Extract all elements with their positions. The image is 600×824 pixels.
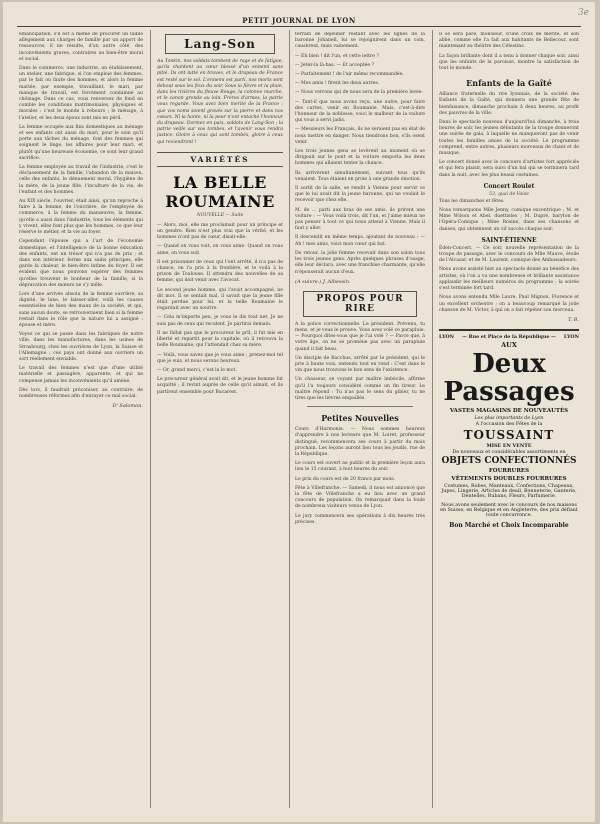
ad-toussaint: TOUSSAINT — [463, 427, 555, 442]
story-paragraph: terrain de déjeuner restant avec les lignes de la baronne Johanell, lui se rejoignirent dans un coin, causèrent, mais vainement. — [295, 32, 425, 50]
story-paragraph: — Parfaitement ! de l'air même recommandée. — [295, 72, 404, 78]
news-paragraph: Cours d'Harmonie. — Nous sommes heureux d'apprendre à nos lecteurs que M. Loiret, professeur distingué, recommencera ses cours à partir du mois prochain. Les leçons auront lieu tous les jeudis, rue de la République. — [295, 427, 425, 457]
article-paragraph: Dès lors, il faudrait préconiser, au contraire, de nombreuses réformes afin d'enrayer ce mal social. — [19, 387, 143, 399]
article-paragraph: Lors d'une arrivée absolu de la femme ouvrière, sa dignité, le luxe, le laisser-aller, voilà les causes essentielles de bien des maux de la société, et qui, sans aucun doute, se retrouveraient bien si la femme restait dans le rôle que la nature lui a assigné : épouse et mère. — [19, 291, 143, 328]
article-paragraph: La femme occupée aux fins domestiques au ménage et ses enfants ont aussi du mari, pour le soin qu'il porte aux tâches du ménage, font des femmes qui soignent le linge, les affaires pour leur mari, et plutôt qu'une heureuse économie, ce sont leur grand sacrifice. — [19, 124, 143, 161]
article-paragraph: Dans le commerce, une industrie, un établissement, un atelier, une fabrique, si l'on emploie des femmes, par le fait ou faute des hommes, et alors la femme mariée, par exemple, travaillant, le mari, par manque de travail, est forcément condamné au chômage. Dans ce cas, vous renversez de fond en comble les conditions matrimoniales, physiques et morales : c'est le monde à rebours ; le ménage, à l'atelier, et les deux époux sont mis en péril. — [19, 66, 143, 121]
column-divider-2 — [289, 30, 290, 808]
joke-paragraph: Un disciple de Bacchus, arrêté par le président, qui le prie à haute voix, entendu tout en rond : C'est dans le vin que nous trouvons le bon sens de l'existence. — [295, 355, 425, 374]
column-2 — [157, 32, 283, 399]
article-paragraph: Cependant l'épouse qui a l'art de l'économie domestique, et l'intelligence de la bonne éducation des enfants, ont un trésor qui n'a pas de prix ; et dans son intérieur, ferme aux sains principes, elle garde la chaleur, le bien-être intime du foyer. Il est évident que nous pouvons espérer des femmes qu'elles trouvent le bonheur de la famille, si la dépravation des mœurs ne s'y mêle. — [19, 239, 143, 288]
ad-brand-name: Deux Passages — [443, 348, 575, 407]
concert-roulet-address: 53, quai de Vaise — [489, 191, 529, 197]
newspaper-page — [3, 2, 595, 822]
ad-location-line — [439, 334, 579, 340]
ad-line: De nouveaux et considérables assortiments en — [452, 449, 566, 455]
article-signature: D' Salomon. — [112, 403, 143, 410]
ad-street: — Rue et Place de la République — — [462, 333, 556, 340]
ad-line: A l'occasion des Fêtes de la — [475, 421, 543, 427]
story-paragraph: De retour, la jolie femme recevait dans son salon tous les trois jeunes gens. Après quelques phrases d'usage, elle leur déclara, avec une franchise charmante, qu'elle n'épouserait aucun d'eux. — [295, 250, 425, 275]
ad-objets: OBJETS CONFECTIONNÉS — [441, 455, 577, 466]
story-signature: (A suivre.) J. Albessin. — [295, 278, 351, 285]
joke-paragraph: Un chasseur, se voyant par maître imbécile, affirme qu'il l'a toujours considéré comme un fin tireur. Le maître répond : Tu n'as pas le sens du gibier, tu ne tires que les lièvres empaillés. — [295, 377, 425, 401]
news-paragraph: Le prix du cours est de 20 francs par mois. — [295, 476, 396, 482]
story-paragraph: Il est prisonnier de ceux qui l'ont arrêté, il n'a pas de chance, on l'a pris à la frontière, et le voilà à la prison de Toulouse. Il attendra des nouvelles de sa femme, qui doit venir avec l'avocat. — [157, 259, 283, 284]
deux-passages-advertisement — [439, 329, 579, 529]
section-signature: T. B. — [567, 316, 579, 323]
masthead-title: PETIT JOURNAL DE LYON — [242, 16, 356, 25]
news-paragraph: Fête à Villefranche. — Samedi, il nous est annoncé que la fête de Villefranche a eu lieu avec un grand concours de population. On remarquait dans la foule de nombreux visiteurs venus de Lyon. — [295, 485, 425, 510]
story-paragraph: — Voilà, vous savez que je vous aime ; prenez-moi tel que je suis, et nous serons heureux. — [157, 352, 283, 364]
ad-city-left: LYON — [439, 333, 455, 340]
ad-line: Costumes, Robes, Manteaux, Confections, Chapeaux, Jupes, Lingerie, Articles de deuil, Bonneterie, Ganterie, Dentelles, Rubans, Fleurs, Parfumerie. — [441, 483, 577, 499]
article-paragraph: Le travail des femmes n'est que d'une utilité matérielle et passagère, apparente, et qui ne compense jamais les inconvénients qu'il amène. — [19, 366, 143, 384]
ad-footer: Bon Marché et Choix Incomparable — [449, 521, 569, 529]
article-paragraph: Tous les dimanches et fêtes. — [439, 198, 505, 204]
ad-aux: AUX — [501, 340, 517, 349]
article-paragraph: Voyez ce qui se passe dans les fabriques de notre ville, dans les manufactures, dans les usines de Strasbourg, chez les ouvrières de Lyon, la Suisse et l'Allemagne ; ces pays ont donné aux ouvriers un sort réellement enviable. — [19, 332, 143, 362]
article-paragraph: La façon brillante dont il a tenu à donner chaque soir, ainsi que les enfants de la paroisse, montre la satisfaction de tout le monde. — [439, 53, 579, 72]
column-1 — [19, 32, 143, 415]
header-rule — [17, 26, 581, 27]
propos-title: PROPOS POUR RIRE — [303, 291, 417, 317]
article-paragraph: émancipation, s'il est à même de procurer un faible allègement aux charges de famille par un apport de ressources, il ne résulte, d'un autre côté, des inconvénients graves, contraires au bien-être moral et social. — [19, 32, 143, 62]
article-paragraph: Éden-Concert. — Ce soir, nouvelle représentation de la troupe de passage, avec le concours de Mlle Mauve, étoile de l'Alcazar, et de M. Laurent, comique des Ambassadeurs. — [439, 245, 579, 264]
varietes-heading: VARIÉTÉS — [157, 152, 283, 167]
ad-fourrures: FOURRURES — [488, 467, 530, 474]
story-paragraph: Il sortit de la salle, se rendit à Vienne pour servir ce que le lui avait dit la jeune baronne, qui ne voulait le recevoir que chez elle. — [295, 186, 425, 204]
story-paragraph: — Tant-il que nous avons reçu, une autre, pour faire des cartes, venir en Roumanie. Mais, c'est-à-dire l'honneur de la noblesse, voici le malheur de la voilure qui vous a servi jadis. — [295, 99, 425, 124]
article-paragraph: Nous avons assisté hier au spectacle donné au bénéfice des artistes, où l'on a vu une nombreuse et brillante assistance applaudir les meilleurs numéros du programme ; la soirée s'est terminée fort tard. — [439, 267, 579, 292]
ad-line: Les plus importants de Lyon — [474, 415, 544, 421]
story-paragraph: Le procureur général avait dit, et le jeune homme fut acquitté ; il revint auprès de celle qu'il aimait, et ils partirent ensemble pour Bucarest. — [157, 377, 283, 395]
joke-paragraph: A la police correctionnelle. Le président. Prévenu, tu mens, et je vous le prouve. Vous avez volé ce parapluie. — Pourquoi dites-vous que je l'ai volé ? — Parce que, à votre âge, on ne se promène pas avec un parapluie quand il fait beau. — [295, 321, 425, 352]
ad-line: VASTES MAGASINS DE NOUVEAUTÉS — [449, 407, 569, 414]
story-paragraph: — Mes amis ! firent les deux autres. — [295, 81, 380, 87]
ad-city-right: LYON — [563, 333, 579, 340]
article-paragraph: Le concert donné avec le concours d'artistes fort appréciés et qui fera plaisir, sera suivi d'un bal qui se terminera tard dans la nuit, avec les plus beaux costumes. — [439, 160, 579, 178]
story-paragraph: — Cela m'importe peu, je vous le dis tout net. Je ne suis pas de ceux qui reculent. Je partirai demain. — [157, 315, 283, 327]
story-paragraph: — Or, grand merci, c'est la le mot. — [157, 367, 237, 373]
poem-text: Au Tonkin, nos soldats tombent de rage et de fatigue, qu'ils chantent au cœur blessé d'un ennemi sans pitié. Ils ont lutté en braves, et le drapeau de France est resté sur le sol. L'ennemi est parti, nos morts sont debout sous les feux du soir. Sous la fièvre et la pluie, dans les rizières du fleuve Rouge, la colonne marche, et le canon gronde au loin. Frères d'armes, la patrie vous regarde. Vous avez bien mérité de la France ; que vos noms soient gravés sur la pierre et dans nos cœurs. Ni la honte, ni la peur n'ont entaché l'honneur du drapeau. Dormez en paix, soldats de Lang-Son ; la patrie veille sur vos tombes, et l'avenir vous rendra justice. Gloire à ceux qui sont tombés, gloire à ceux qui reviendront ! — [157, 59, 283, 145]
article-paragraph: Dans le spectacle nouveau d'aujourd'hui dimanche, à trois heures de soir, les jeunes débutants de la troupe donneront une soirée de gala, à laquelle ne manqueront pas de venir toutes les familles amies de la société. Le programme comprend, entre autres, plusieurs morceaux de chant et de musique. — [439, 120, 579, 157]
story-paragraph: Les trois jeunes gens se levèrent au moment où se dirigeait sur le pont et la voiture emporta les deux hommes qui allaient tenter la chance. — [295, 149, 425, 167]
column-4 — [439, 32, 579, 529]
enfants-gaite-title: Enfants de la Gaîté — [466, 78, 552, 89]
ad-line: Nous avons seulement avec le concours de nos maisons en Suisse, en Belgique et en Angleterre, des prix défiant toute concurrence. — [440, 502, 578, 518]
news-title: Petites Nouvelles — [321, 413, 399, 424]
story-paragraph: Ils arrivèrent simultanément, suivant tous qu'ils venaient. Tous étaient en proie à une grande émotion. — [295, 170, 425, 182]
feuilleton-title: LA BELLE ROUMAINE — [165, 172, 275, 211]
concert-roulet-title: Concert Roulet — [483, 182, 535, 190]
story-paragraph: Il ne fallut pas que le procureur le prît, il fut mis en liberté et repartit pour la capitale, où il retrouva la belle Roumaine, qui l'attendait chez sa mère. — [157, 330, 283, 349]
page-folio: 3e — [577, 8, 589, 18]
poem-title: Lang-Son — [165, 34, 275, 54]
article-paragraph: Nous remarquons Mlle Jenny, comique excentrique ; M. et Mme Wilson et Abel, duettistes ; M. Dupré, baryton de l'Opéra-Comique ; Mme Rosine, dans ses chansons et danses, qui obtiennent un vif succès chaque soir. — [439, 208, 579, 232]
story-paragraph: — Messieurs les Français, ils ne seraient pas en état de nous mettre en danger. Nous tiendrons bon, s'ils osent venir. — [295, 127, 425, 145]
article-paragraph: Au XIX siècle, l'ouvrier, était ainsi, qu'un reproche à faire à la femme, de l'ouvrière, de l'employée de commerce, à la femme du manœuvre, la femme, qu'elle a aussi dans l'industrie, tous les éléments qui y vivent, elles font plus que les hommes, ce que leur réserve le métier, et la vie au foyer. — [19, 199, 143, 236]
column-3 — [295, 32, 425, 529]
article-paragraph: Alliance fraternelle du rire lyonnais, de la société des Enfants de la Gaîté, qui donnera une grande fête de bienfaisance, dimanche prochain à deux heures, au profit des pauvres de la ville. — [439, 92, 579, 116]
column-divider-1 — [150, 30, 151, 808]
article-paragraph: Il se sera paré, monsieur, d'une croix de mérite, et son abbé, comme elle l'a fait aux habitants de Bellecour, sont maintenant au théâtre des Célestins. — [439, 32, 579, 50]
saint-etienne-title: SAINT-ÉTIENNE — [481, 236, 537, 244]
article-paragraph: Nous avons entendu Mlle Laure, Paul Mignon, Florence et un excellent orchestre ; on a beaucoup remarqué la jolie chanson de M. Victor, à qui on a fait répéter son morceau. — [439, 295, 579, 313]
story-paragraph: — Eh bien ! dit l'un, et cette lettre ? — [295, 53, 379, 59]
section-rule — [307, 406, 413, 407]
news-paragraph: Le cours est ouvert au public et la première leçon aura lieu le 15 courant, à huit heures du soir. — [295, 461, 425, 473]
story-paragraph: Il descendit en même temps, ajoutant de nouveau : — Ah ! mes amis, voici mon cœur qui bat. — [295, 235, 425, 247]
article-paragraph: La femme employée au travail de l'industrie, c'est le déclassement de la famille, l'abandon de la maison, celle des enfants, le dénuement moral, l'hygiène de la mère, de la jeune fille, l'inculture de la vie, de l'enfant et des hommes. — [19, 165, 143, 195]
feuilleton-subtitle: NOUVELLE — Suite — [196, 212, 244, 218]
story-paragraph: — Quand on vous voit, on vous aime. Quand on vous aime, on vous suit. — [157, 244, 283, 256]
ad-line: MISE EN VENTE — [486, 442, 532, 449]
ad-vetements: VÊTEMENTS DOUBLES FOURRURES — [451, 475, 567, 482]
story-paragraph: — Jetez-la là-bas. — Et acceptée ? — [295, 62, 374, 68]
story-paragraph: Le second jeune homme, qui l'avait accompagné, ne dit mot. Il se sentait mal, il savait que la jeune fille était perdue pour lui, et la belle Roumaine le regardait avec un sourire. — [157, 287, 283, 312]
news-paragraph: Le jury commencera ses opérations à dix heures très précises. — [295, 513, 425, 525]
story-paragraph: — Nous verrons qui de nous sera de la première levée. — [295, 90, 424, 96]
story-paragraph: M. de ... parti aux bras de ses amis, ils prirent une voiture : — Vous voilà trois, dit l'un, et j'aime mieux ne pas penser à tout ce qui nous attend à Vienne. Mais il faut y aller. — [295, 207, 425, 232]
story-paragraph: — Alors, moi, elle me proclamait pour un principe et un gendre. Rien n'est plus vrai que la vérité, et les hommes n'ont pas de cœur, disait-elle. — [157, 222, 283, 241]
column-divider-3 — [432, 30, 433, 808]
